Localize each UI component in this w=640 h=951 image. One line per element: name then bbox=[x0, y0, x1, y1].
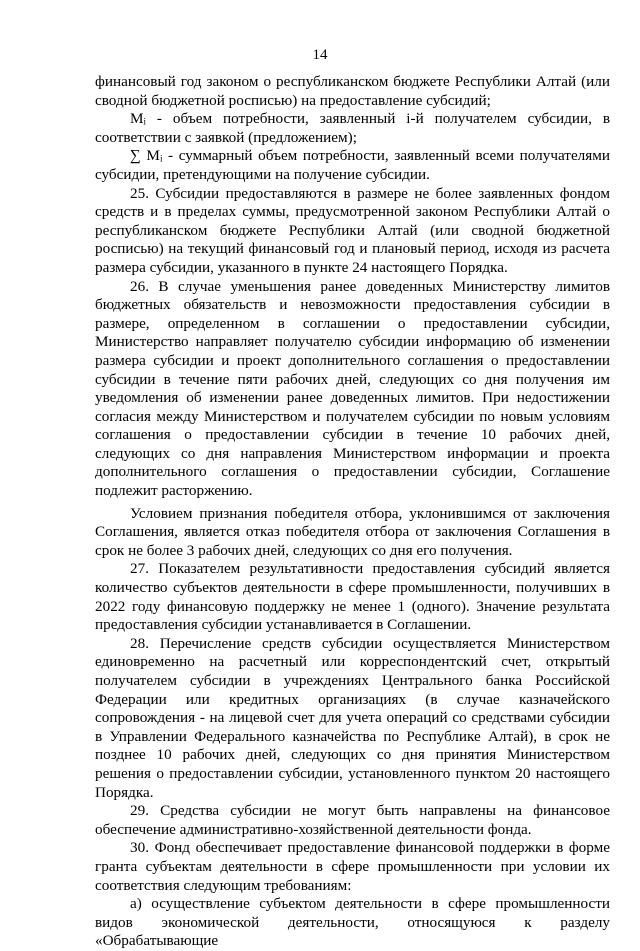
paragraph: 25. Субсидии предоставляются в размере не более заявленных фондом средств и в пределах суммы, предусмотренной законом Республики Алтай о республиканском бюджете Республики Алтай (или сводной бюджетной росписью) на текущий финансовый год и плановый период, исходя из расчета размера субсидии, указанного в пункте 24 настоящего Порядка. bbox=[95, 184, 610, 276]
paragraph: Mᵢ - объем потребности, заявленный i-й получателем субсидии, в соответствии с заявкой (предложением); bbox=[95, 110, 610, 146]
paragraph: 27. Показателем результативности предоставления субсидий является количество субъектов деятельности в сфере промышленности, получивших в 2022 году финансовую поддержку не менее 1 (одного). Значение результата предоставления субсидии устанавливается в Соглашении. bbox=[95, 560, 610, 634]
document-body bbox=[95, 73, 610, 951]
paragraph: ∑ Mᵢ - суммарный объем потребности, заявленный всеми получателями субсидии, претендующими на получение субсидии. bbox=[95, 147, 610, 183]
paragraph: 28. Перечисление средств субсидии осуществляется Министерством единовременно на расчетный или корреспондентский счет, открытый получателем субсидии в учреждениях Центрального банка Российской Федерации или кредитных организациях (в случае казначейского сопровождения - на лицевой счет для учета операций со средствами субсидии в Управлении Федерального казначейства по Республике Алтай), в срок не позднее 10 рабочих дней, следующих со дня принятия Министерством решения о предоставлении субсидии, установленного пунктом 20 настоящего Порядка. bbox=[95, 634, 610, 801]
paragraph: 29. Средства субсидии не могут быть направлены на финансовое обеспечение административно-хозяйственной деятельности фонда. bbox=[95, 802, 610, 838]
paragraph: 26. В случае уменьшения ранее доведенных Министерству лимитов бюджетных обязательств и невозможности предоставления субсидии в размере, определенном в соглашении о предоставлении субсидии, Министерство направляет получателю субсидии информацию об изменении размера субсидии и проект дополнительного соглашения о предоставлении субсидии в течение пяти рабочих дней, следующих со дня получения им уведомления об изменении ранее доведенных лимитов. При недостижении согласия между Министерством и получателем субсидии по новым условиям соглашения о предоставлении субсидии в течение 10 рабочих дней, следующих со дня направления Министерством информации и проекта дополнительного соглашения о предоставлении субсидии, Соглашение подлежит расторжению. bbox=[95, 277, 610, 500]
paragraph: 30. Фонд обеспечивает предоставление финансовой поддержки в форме гранта субъектам деятельности в сфере промышленности при условии их соответствия следующим требованиям: bbox=[95, 839, 610, 894]
paragraph: финансовый год законом о республиканском бюджете Республики Алтай (или сводной бюджетной росписью) на предоставление субсидий; bbox=[95, 73, 610, 109]
paragraph: а) осуществление субъектом деятельности в сфере промышленности видов экономической деятельности, относящуюся к разделу «Обрабатывающие bbox=[95, 895, 610, 950]
paragraph: Условием признания победителя отбора, уклонившимся от заключения Соглашения, является отказ победителя отбора от заключения Соглашения в срок не более 3 рабочих дней, следующих со дня его получения. bbox=[95, 504, 610, 559]
page-number: 14 bbox=[312, 47, 328, 63]
